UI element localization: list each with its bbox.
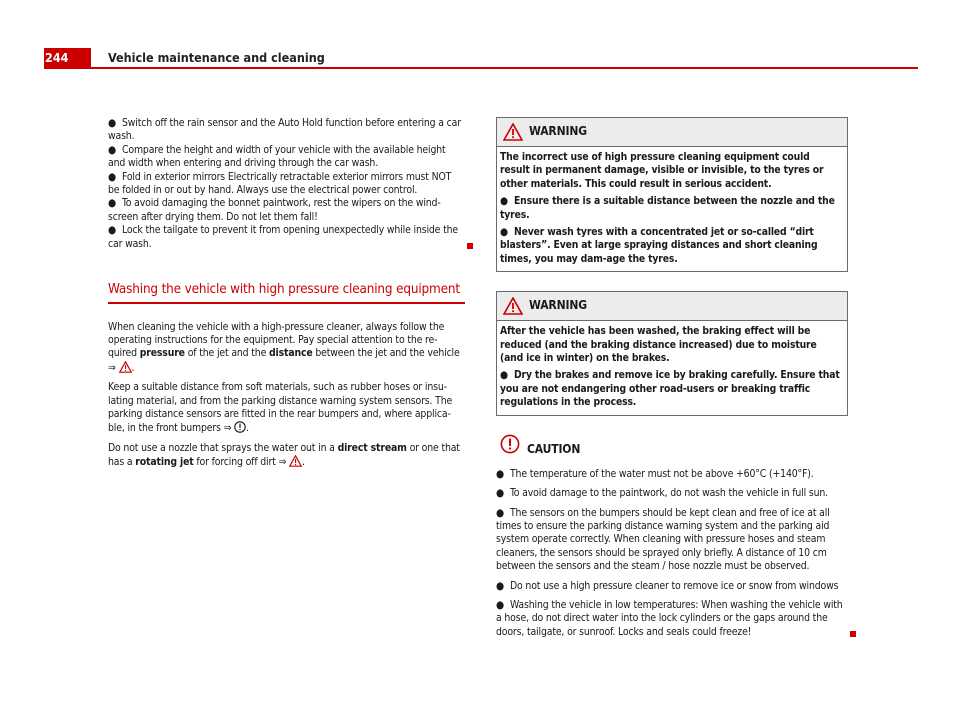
list-item: ● To avoid damage to the paintwork, do not wash the vehicle in full sun. <box>496 487 828 500</box>
warning-intro: The incorrect use of high pressure cleaning equipment could result in permanent damage, visible or invisible, to the tyres or other materials. This could result in serious accident. <box>500 151 824 190</box>
warning-header <box>497 118 847 147</box>
warning-ref-icon[interactable] <box>289 455 302 467</box>
warning-intro: After the vehicle has been washed, the braking effect will be reduced (and the braking distance increased) due to moisture (and ice in winter) on the brakes. <box>500 325 817 365</box>
list-item: ● The sensors on the bumpers should be kept clean and free of ice at all times to ensure the parking distance warning system and the parking aid system operate correctly. When cleaning with pressure hoses and steam cleaners, the sensors should be sprayed only briefly. A distance of 10 cm between the sensors and the steam / hose nozzle must be observed. <box>496 506 830 573</box>
warning-body <box>497 321 847 414</box>
header-rule <box>44 67 918 69</box>
warning-label: WARNING <box>529 298 587 313</box>
end-of-section-marker <box>850 631 856 637</box>
list-item: ● Ensure there is a suitable distance between the nozzle and the tyres. <box>500 195 835 221</box>
list-item: ● Compare the height and width of your vehicle with the available height and width when entering and driving through the car wash. <box>108 143 446 170</box>
list-item: ● Lock the tailgate to prevent it from opening unexpectedly while inside the car wash. <box>108 224 465 251</box>
caution-header <box>496 440 848 462</box>
page-number: 244 <box>44 48 91 68</box>
warning-header <box>497 292 847 321</box>
paragraph: When cleaning the vehicle with a high-pressure cleaner, always follow the operating instructions for the equipment. Pay special attention to the re-quired pressure of the jet and the distance between the jet and the vehicle ⇒ . <box>108 320 460 374</box>
warning-body <box>497 147 847 271</box>
caution-icon <box>500 434 520 454</box>
warning-ref-icon[interactable] <box>119 361 132 373</box>
list-item: ● To avoid damaging the bonnet paintwork, rest the wipers on the wind-screen after drying them. Do not let them fall! <box>108 197 441 223</box>
page-title: Vehicle maintenance and cleaning <box>108 50 325 65</box>
list-item: ● Do not use a high pressure cleaner to remove ice or snow from windows <box>496 579 839 592</box>
caution-body <box>496 468 848 639</box>
end-of-section-marker <box>467 243 473 249</box>
list-item: ● Switch off the rain sensor and the Auto Hold function before entering a car wash. <box>108 117 461 143</box>
paragraph: Do not use a nozzle that sprays the water out in a direct stream or one that has a rotating jet for forcing off dirt ⇒ . <box>108 441 460 469</box>
list-item: ● Never wash tyres with a concentrated jet or so-called “dirt blasters”. Even at large spraying distances and short cleaning times, you may dam-age the tyres. <box>500 226 818 265</box>
warning-icon <box>503 297 523 315</box>
warning-label: WARNING <box>529 124 587 138</box>
paragraph: Keep a suitable distance from soft materials, such as rubber hoses or insu-lating material, and from the parking distance warning system sensors. The parking distance sensors are fitted in the rear bumpers and, where applica-ble, in the front bumpers ⇒ . <box>108 381 453 435</box>
section-title: Washing the vehicle with high pressure cleaning equipment <box>108 282 460 298</box>
list-item: ● Washing the vehicle in low temperatures: When washing the vehicle with a hose, do not direct water into the lock cylinders or the gaps around the doors, tailgate, or sunroof. Locks and seals could freeze! <box>496 599 848 639</box>
warning-box <box>496 117 848 272</box>
left-column <box>108 117 465 476</box>
right-column <box>496 117 848 639</box>
section-rule <box>108 302 465 304</box>
warning-icon <box>503 123 523 141</box>
list-item: ● Fold in exterior mirrors Electrically retractable exterior mirrors must NOT be folded in or out by hand. Always use the electrical power control. <box>108 170 452 197</box>
list-item: ● Dry the brakes and remove ice by braking carefully. Ensure that you are not endangering other road-users or breaking traffic regulations in the process. <box>500 369 840 409</box>
warning-box <box>496 291 848 415</box>
caution-ref-icon[interactable] <box>234 421 246 433</box>
list-item: ● The temperature of the water must not be above +60°C (+140°F). <box>496 467 814 480</box>
caution-label: CAUTION <box>527 441 581 456</box>
